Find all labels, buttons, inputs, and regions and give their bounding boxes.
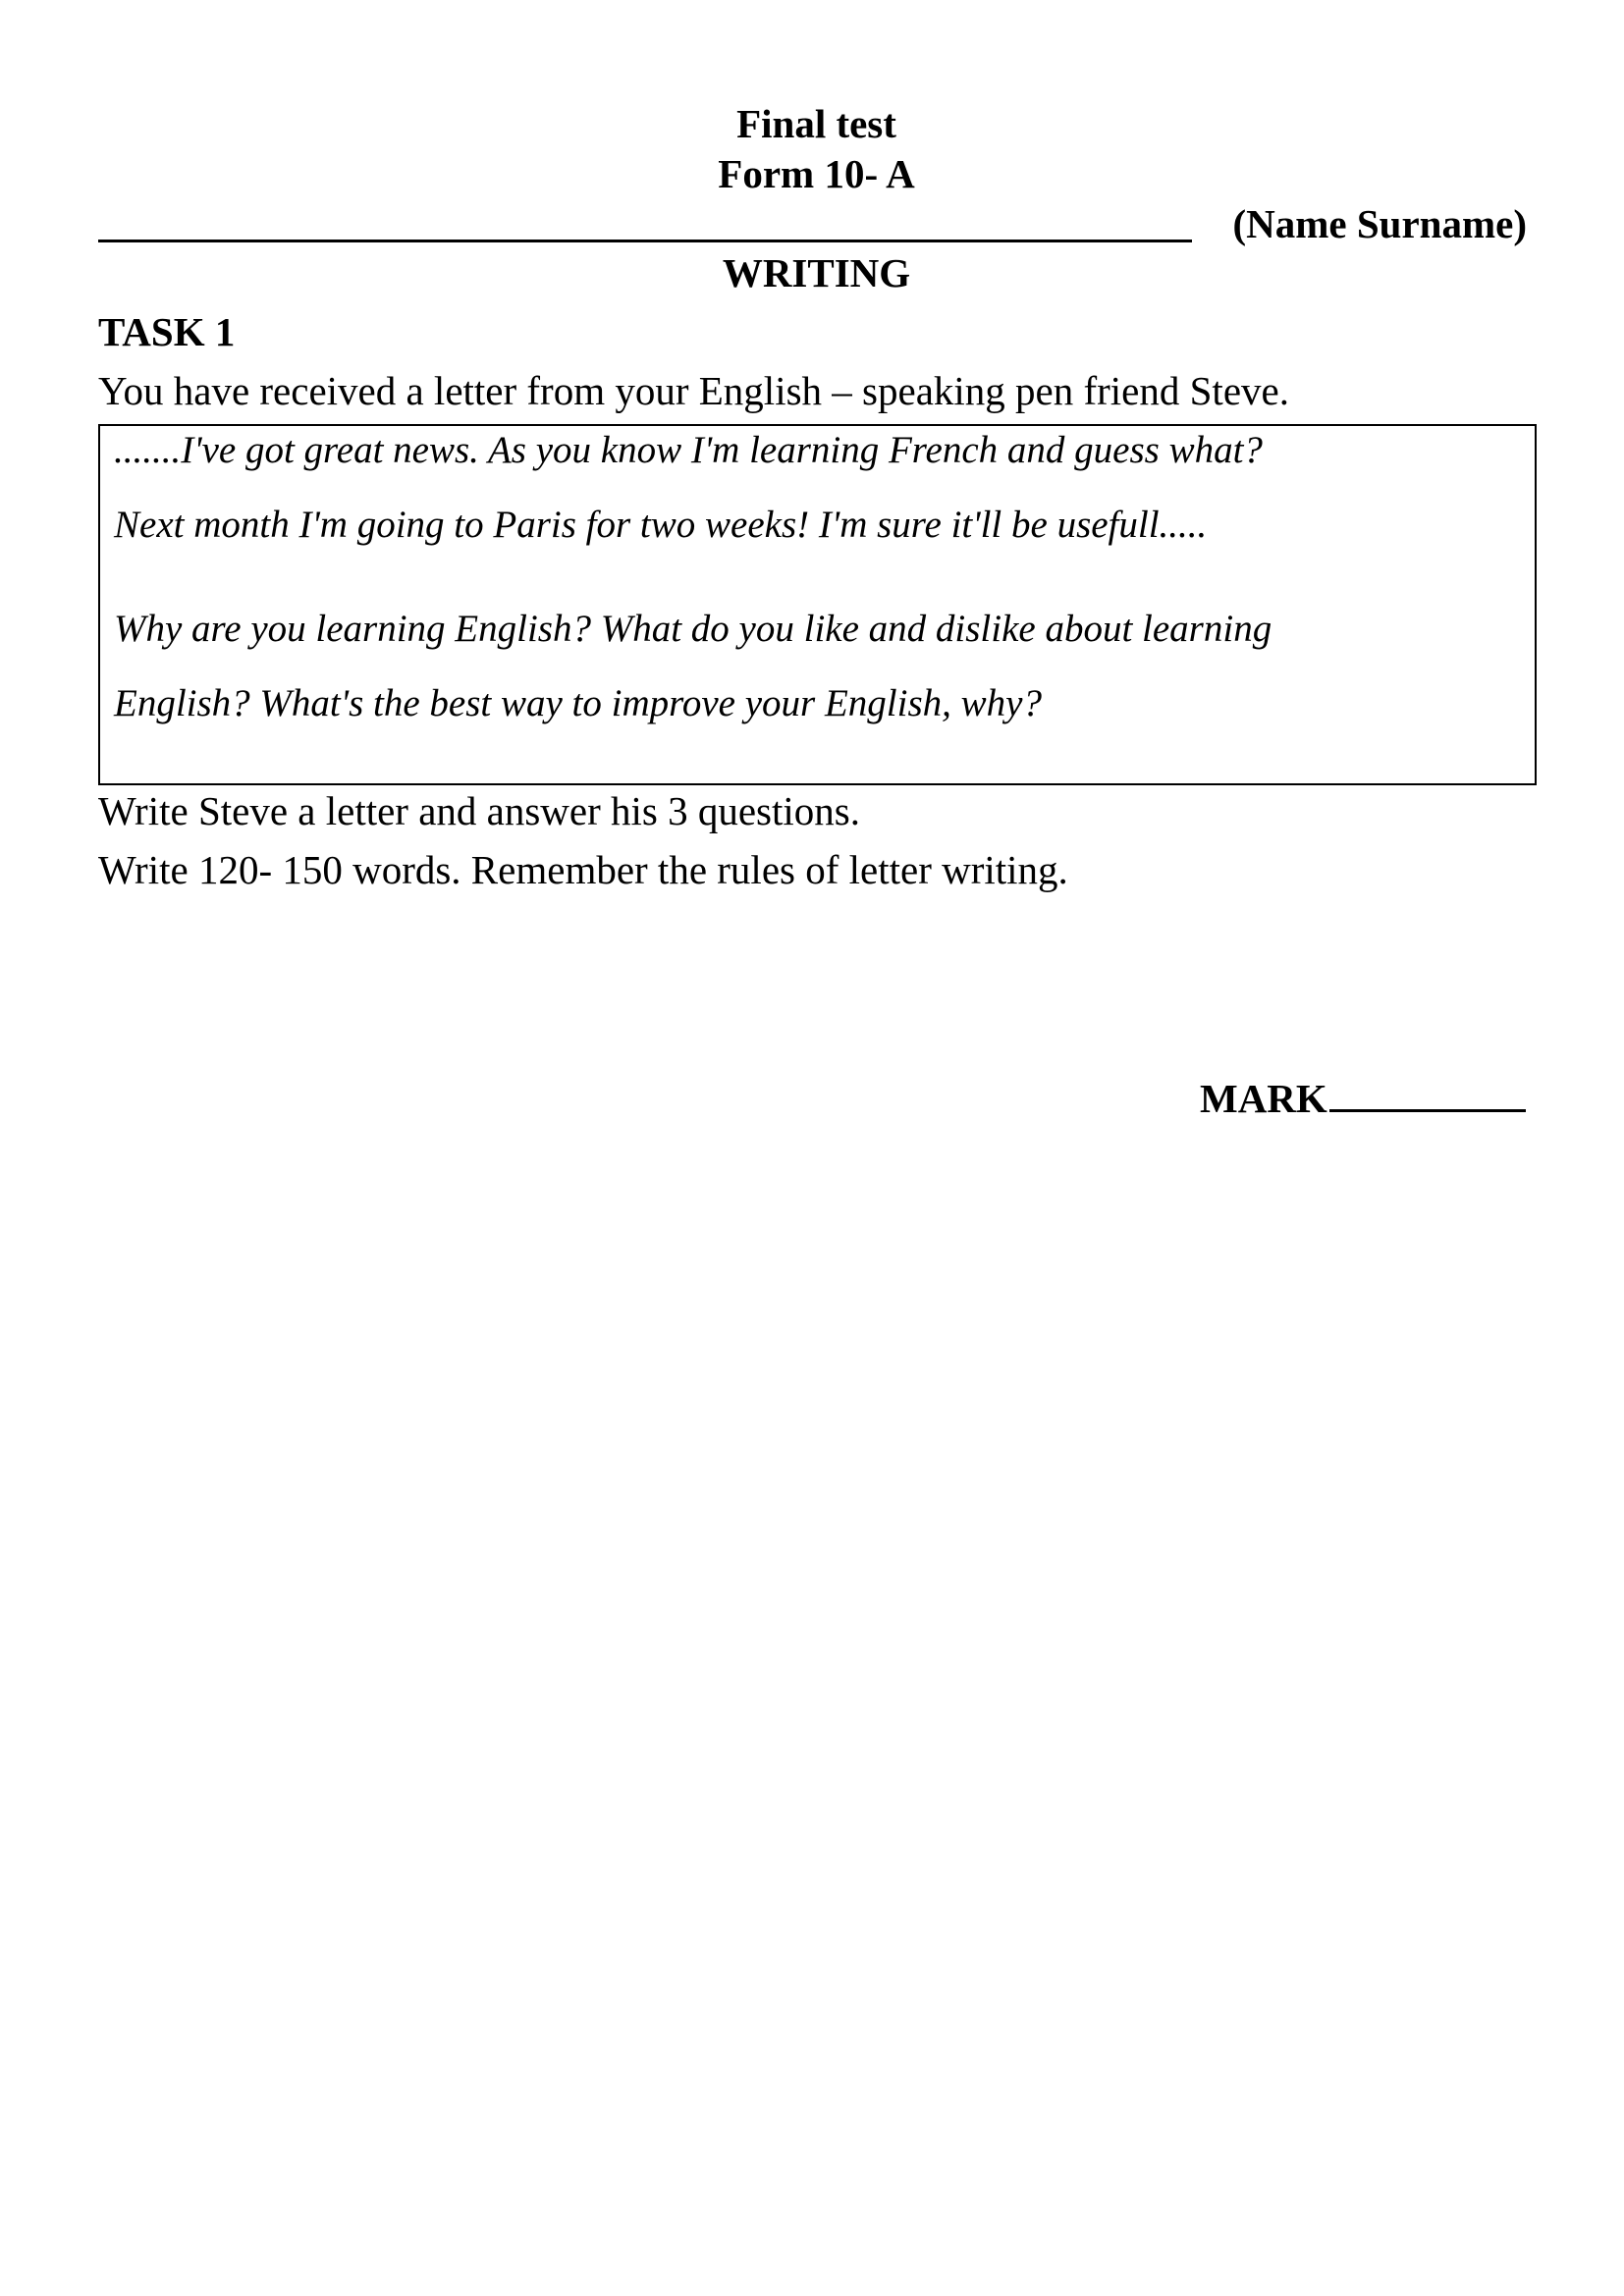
form-label: Form 10- A	[718, 151, 915, 196]
section-title: WRITING	[722, 250, 911, 295]
name-row	[98, 200, 1535, 247]
mark-label: MARK	[1200, 1076, 1327, 1121]
letter-line: English? What's the best way to improve your English, why?	[114, 682, 1042, 724]
name-blank-line[interactable]	[98, 240, 1192, 242]
task-title: TASK 1	[98, 309, 236, 354]
mark-blank-line[interactable]	[1329, 1074, 1526, 1112]
letter-line: Next month I'm going to Paris for two weeks! I'm sure it'll be usefull.....	[114, 504, 1208, 546]
mark-field	[1200, 1074, 1526, 1122]
task-intro: You have received a letter from your English – speaking pen friend Steve.	[98, 368, 1289, 413]
letter-excerpt-box	[98, 424, 1537, 785]
instruction-line: Write 120- 150 words. Remember the rules of letter writing.	[98, 847, 1068, 892]
letter-line: .......I've got great news. As you know I'm learning French and guess what?	[114, 429, 1263, 471]
letter-line: Why are you learning English? What do you like and dislike about learning	[114, 608, 1272, 650]
name-surname-label: (Name Surname)	[1232, 201, 1527, 246]
test-title: Final test	[736, 101, 896, 146]
instruction-line: Write Steve a letter and answer his 3 questions.	[98, 788, 860, 833]
